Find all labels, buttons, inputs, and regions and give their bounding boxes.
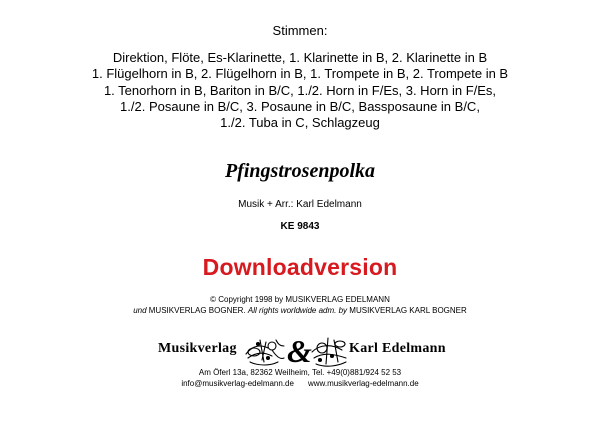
parts-list [0, 50, 600, 131]
contact-line [0, 379, 600, 390]
catalog-number: KE 9843 [280, 221, 320, 232]
parts-line: 1. Tenorhorn in B, Bariton in B/C, 1./2. Horn in F/Es, 3. Horn in F/Es, [103, 82, 497, 98]
parts-line: 1./2. Tuba in C, Schlagzeug [220, 115, 380, 131]
rights-administrator: MUSIKVERLAG KARL BOGNER [347, 305, 467, 315]
svg-text:&: & [287, 333, 312, 369]
rights-statement: All rights worldwide adm. by [247, 305, 348, 315]
piece-title: Pfingstrosenpolka [224, 160, 376, 182]
download-version-label: Downloadversion [202, 254, 398, 280]
publisher-address [0, 368, 600, 389]
address-line: Am Öferl 13a, 82362 Weilheim, Tel. +49(0)881/924 52 53 [198, 368, 402, 377]
rights-publisher: MUSIKVERLAG BOGNER. [146, 305, 248, 315]
composer-credits: Musik + Arr.: Karl Edelmann [238, 199, 362, 210]
rights-line [0, 306, 600, 317]
parts-line: Direktion, Flöte, Es-Klarinette, 1. Klarinette in B, 2. Klarinette in B [112, 50, 488, 65]
logo-text-karl-edelmann: Karl Edelmann [349, 341, 446, 356]
publisher-logo [0, 330, 600, 370]
rights-und: und [133, 305, 147, 315]
parts-line: 1. Flügelhorn in B, 2. Flügelhorn in B, 1. Trompete in B, 2. Trompete in B [91, 66, 509, 82]
email-link[interactable]: info@musikverlag-edelmann.de [181, 378, 294, 388]
parts-heading: Stimmen: [272, 23, 328, 38]
copyright-line: © Copyright 1998 by MUSIKVERLAG EDELMANN [210, 295, 390, 304]
logo-text-musikverlag: Musikverlag [158, 341, 237, 356]
parts-line: 1./2. Posaune in B/C, 3. Posaune in B/C, Bassposaune in B/C, [120, 98, 480, 114]
music-instruments-ampersand-emblem-icon [242, 332, 350, 370]
website-link[interactable]: www.musikverlag-edelmann.de [307, 378, 419, 388]
copyright-notice [0, 295, 600, 316]
